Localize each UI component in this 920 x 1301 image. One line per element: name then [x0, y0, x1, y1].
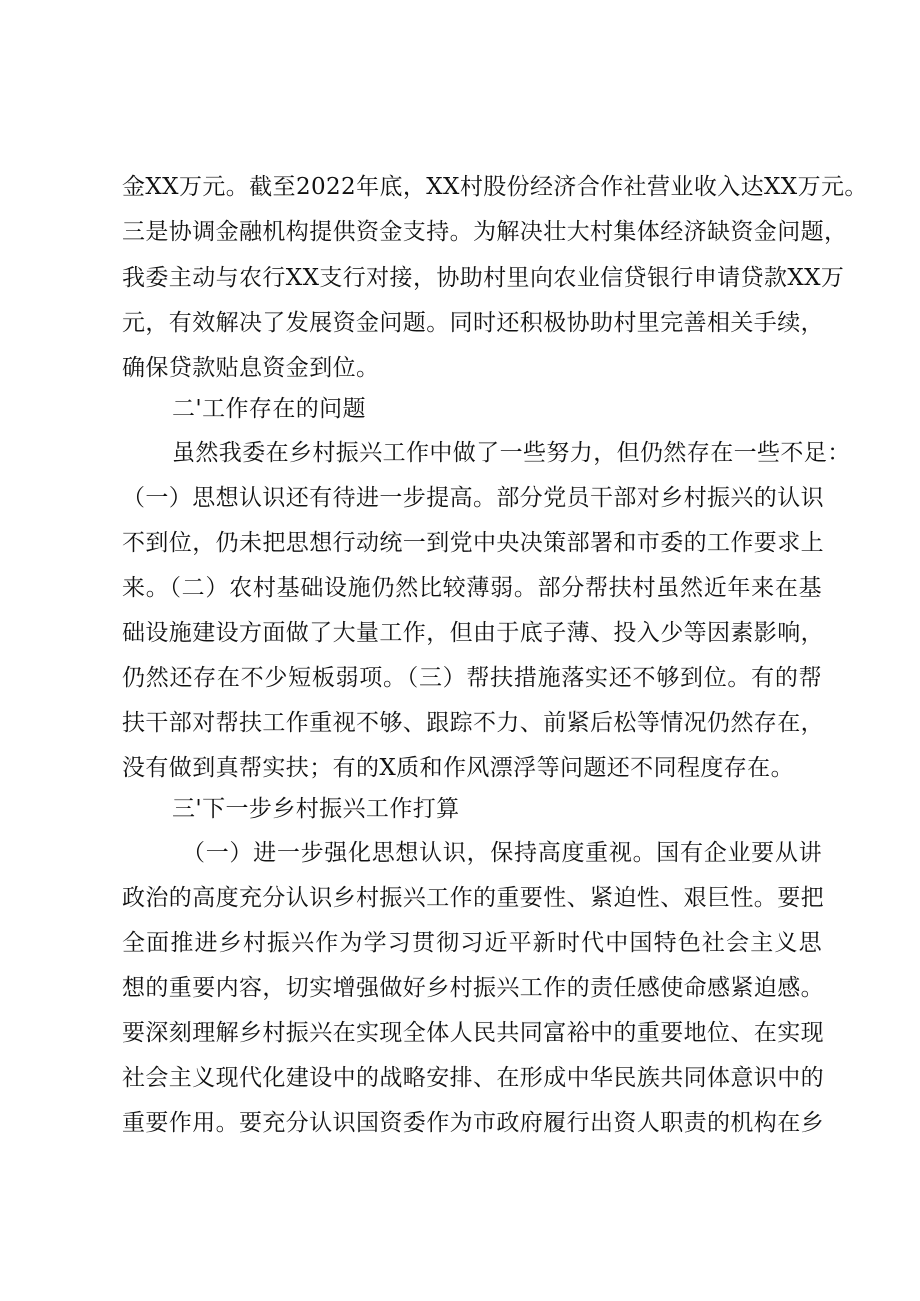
text-line: 确保贷款贴息资金到位。 — [122, 355, 380, 381]
text-line: 重要作用。要充分认识国资委作为市政府履行出资人职责的机构在乡 — [122, 1110, 824, 1136]
section-heading: 二'工作存在的问题 — [172, 396, 366, 422]
text-line: 想的重要内容，切实增强做好乡村振兴工作的责任感使命感紧迫感。 — [122, 975, 824, 1001]
text-line: 要深刻理解乡村振兴在实现全体人民共同富裕中的重要地位、在实现 — [122, 1020, 824, 1046]
text-line: 全面推进乡村振兴作为学习贯彻习近平新时代中国特色社会主义思 — [122, 930, 822, 956]
text-line: 政治的高度充分认识乡村振兴工作的重要性、紧迫性、艰巨性。要把 — [122, 885, 824, 911]
text-line: 三是协调金融机构提供资金支持。为解决壮大村集体经济缺资金问题， — [122, 219, 848, 245]
text-line: 础设施建设方面做了大量工作，但由于底子薄、投入少等因素影响， — [122, 620, 824, 646]
text-line: 不到位，仍未把思想行动统一到党中央决策部署和市委的工作要求上 — [122, 530, 824, 556]
text-line: 金XX万元。截至2022年底，XX村股份经济合作社营业收入达XX万元。 — [122, 174, 868, 200]
section-heading: 三'下一步乡村振兴工作打算 — [172, 796, 460, 822]
text-line: 仍然还存在不少短板弱项。（三）帮扶措施落实还不够到位。有的帮 — [122, 665, 822, 691]
text-line: （一）进一步强化思想认识，保持高度重视。国有企业要从讲 — [182, 840, 822, 866]
text-line: （一）思想认识还有待进一步提高。部分党员干部对乡村振兴的认识 — [122, 485, 824, 511]
text-line: 社会主义现代化建设中的战略安排、在形成中华民族共同体意识中的 — [122, 1065, 824, 1091]
text-line: 来。（二）农村基础设施仍然比较薄弱。部分帮扶村虽然近年来在基 — [122, 575, 822, 601]
text-line: 元，有效解决了发展资金问题。同时还积极协助村里完善相关手续， — [122, 310, 824, 336]
text-line: 我委主动与农行XX支行对接，协助村里向农业信贷银行申请贷款XX万 — [122, 265, 845, 291]
text-line: 虽然我委在乡村振兴工作中做了一些努力，但仍然存在一些不足： — [172, 440, 851, 466]
text-line: 没有做到真帮实扶；有的X质和作风漂浮等问题还不同程度存在。 — [122, 755, 794, 781]
text-line: 扶干部对帮扶工作重视不够、跟踪不力、前紧后松等情况仍然存在， — [122, 710, 824, 736]
